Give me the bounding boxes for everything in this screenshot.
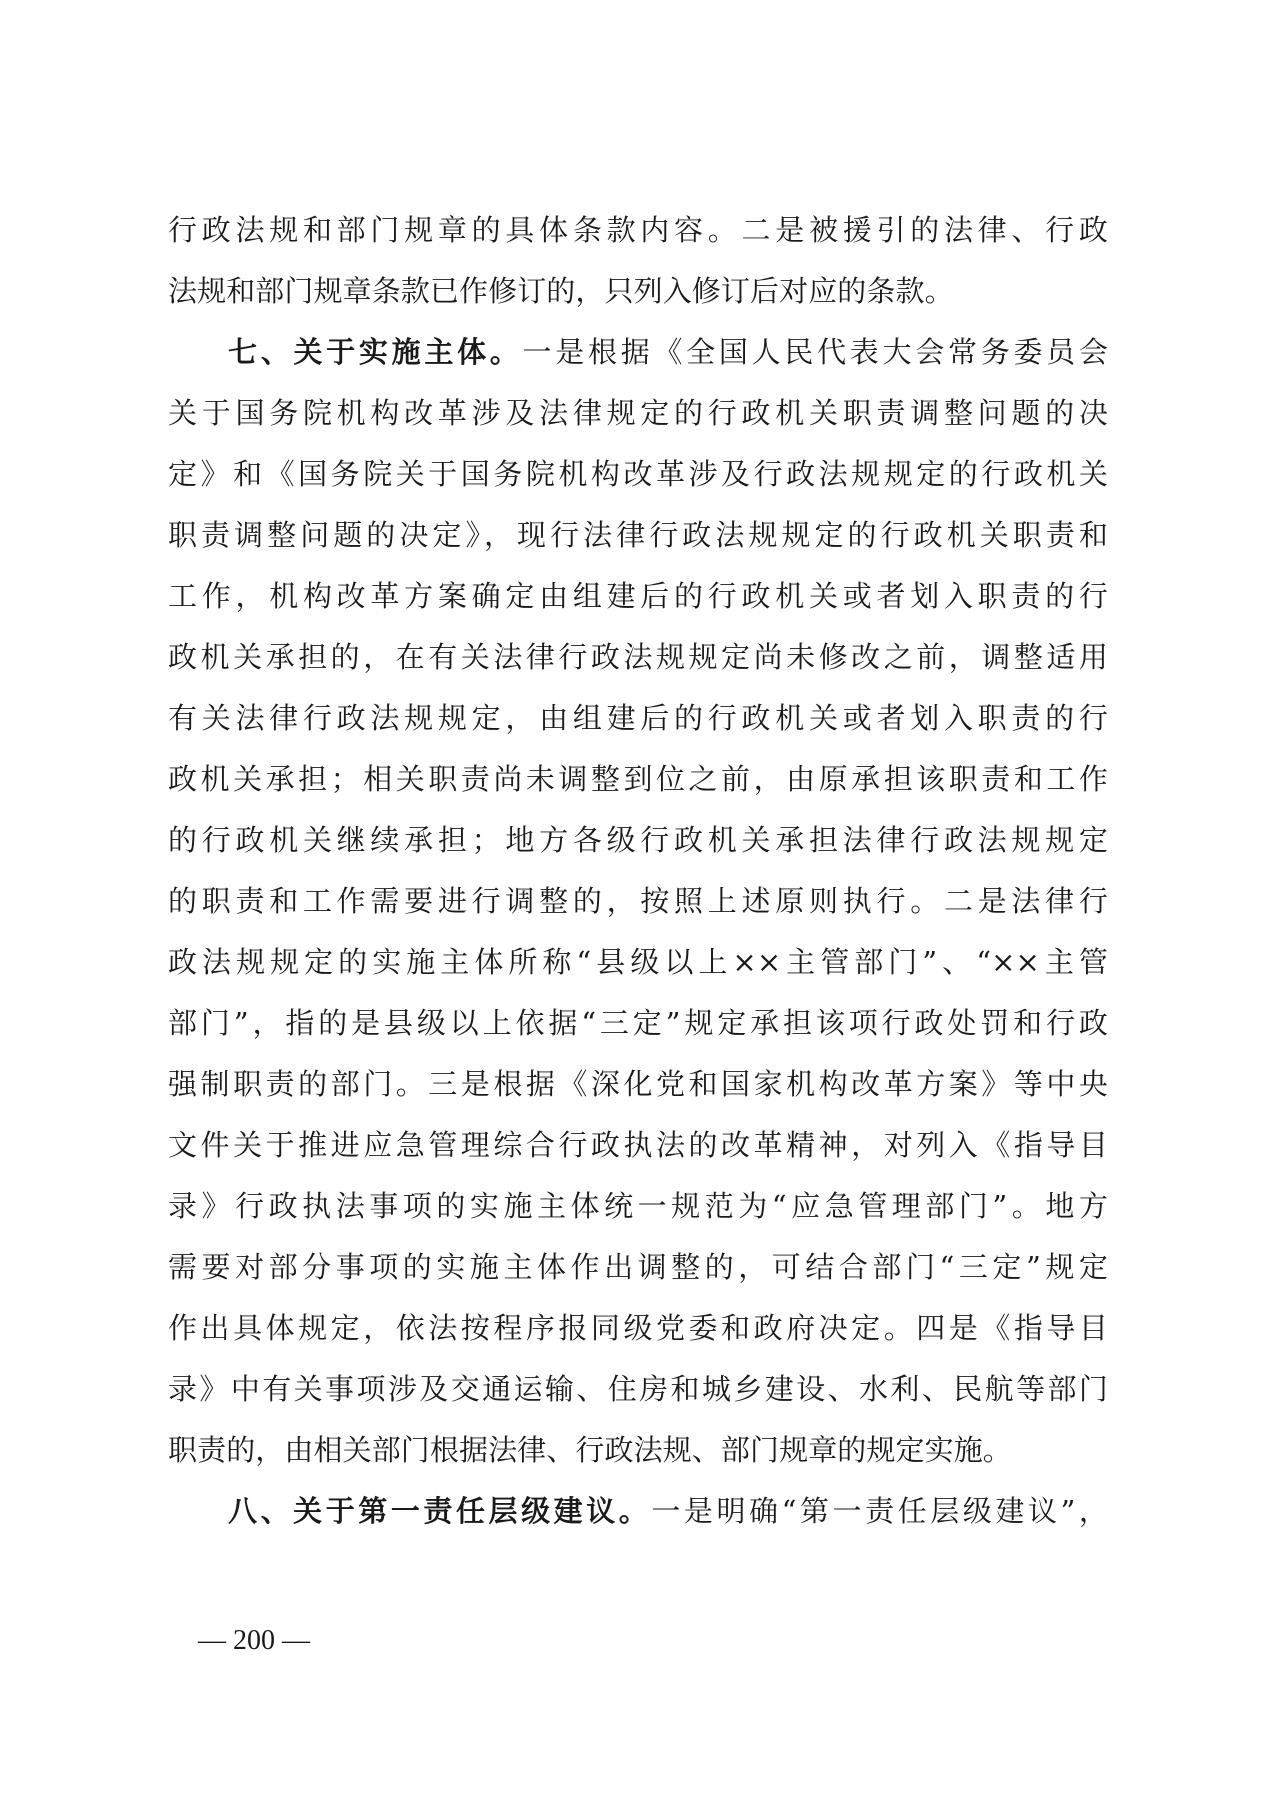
- text-line: 政法规规定的实施主体所称“县级以上××主管部门”、“××主管: [168, 945, 1108, 979]
- section-heading-line: [168, 322, 1108, 383]
- text-line: 关于国务院机构改革涉及法律规定的行政机关职责调整问题的决: [168, 396, 1108, 430]
- text-line: 工作，机构改革方案确定由组建后的行政机关或者划入职责的行: [168, 579, 1108, 613]
- text-line: 定》和《国务院关于国务院机构改革涉及行政法规规定的行政机关: [168, 457, 1108, 491]
- text-line: 录》行政执法事项的实施主体统一规范为“应急管理部门”。地方: [168, 1189, 1108, 1223]
- text-line: 职责的，由相关部门根据法律、行政法规、部门规章的规定实施。: [168, 1433, 1012, 1467]
- body-text: [168, 200, 1108, 1542]
- page-number: — 200 —: [198, 1625, 310, 1656]
- section-heading: 八、关于第一责任层级建议。: [228, 1494, 652, 1528]
- text-line: 强制职责的部门。三是根据《深化党和国家机构改革方案》等中央: [168, 1067, 1108, 1101]
- text-line: 作出具体规定，依法按程序报同级党委和政府决定。四是《指导目: [168, 1311, 1108, 1345]
- section-heading-line: [168, 1481, 1108, 1542]
- text-line: 一是根据《全国人民代表大会常务委员会: [522, 335, 1108, 369]
- text-line: 录》中有关事项涉及交通运输、住房和城乡建设、水利、民航等部门: [168, 1372, 1108, 1406]
- text-line: 法规和部门规章条款已作修订的，只列入修订后对应的条款。: [168, 274, 954, 308]
- text-line: 政机关承担；相关职责尚未调整到位之前，由原承担该职责和工作: [168, 762, 1108, 796]
- text-line: 职责调整问题的决定》，现行法律行政法规规定的行政机关职责和: [168, 518, 1108, 552]
- text-line: 文件关于推进应急管理综合行政执法的改革精神，对列入《指导目: [168, 1128, 1108, 1162]
- text-line: 部门”，指的是县级以上依据“三定”规定承担该项行政处罚和行政: [168, 1006, 1108, 1040]
- text-line: 的职责和工作需要进行调整的，按照上述原则执行。二是法律行: [168, 884, 1108, 918]
- text-line: 政机关承担的，在有关法律行政法规规定尚未修改之前，调整适用: [168, 640, 1108, 674]
- text-line: 有关法律行政法规规定，由组建后的行政机关或者划入职责的行: [168, 701, 1108, 735]
- text-line: 需要对部分事项的实施主体作出调整的，可结合部门“三定”规定: [168, 1250, 1108, 1284]
- text-line: 的行政机关继续承担；地方各级行政机关承担法律行政法规规定: [168, 823, 1108, 857]
- text-line: 一是明确“第一责任层级建议”，: [651, 1494, 1108, 1528]
- section-heading: 七、关于实施主体。: [228, 335, 523, 369]
- text-line: 行政法规和部门规章的具体条款内容。二是被援引的法律、行政: [168, 213, 1108, 247]
